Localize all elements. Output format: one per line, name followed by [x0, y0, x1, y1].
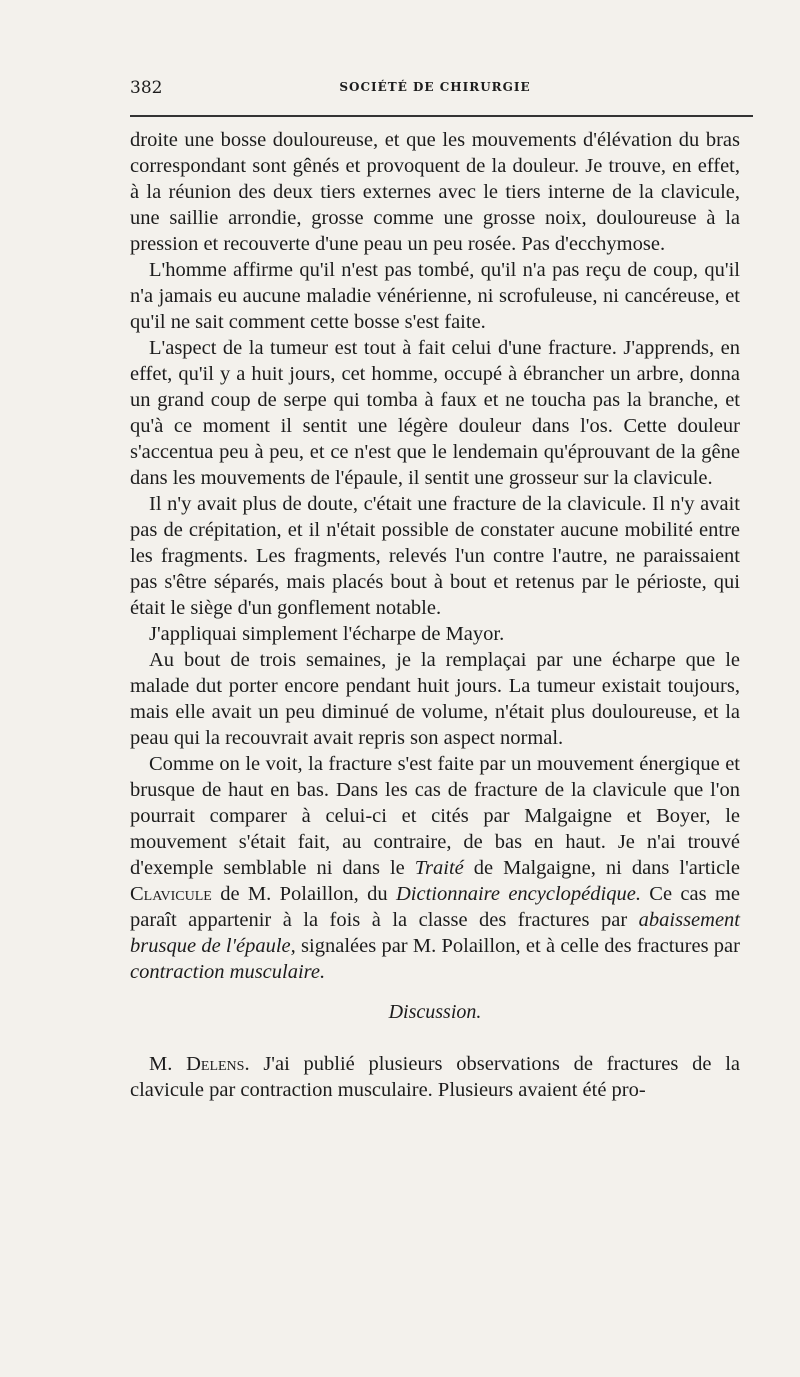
p7-dictionnaire: Dictionnaire encyclopédique.	[395, 883, 641, 905]
p7-text-a: Comme on le voit, la fracture s'est faite par un mouvement énergique et brusque de haut en bas. Dans les cas de fracture de la clavicule que l'on pourrait comparer à celui-ci et cités par Malgaigne et Boyer, le mouvement s'était fait, au contraire, de bas en haut. Je n'ai trouvé d'exemple semblable ni dans le	[130, 753, 740, 879]
paragraph-1: droite une bosse douloureuse, et que les mouvements d'élévation du bras correspondant sont gênés et provoquent de la douleur. Je trouve, en effet, à la réunion des deux tiers externes avec le tiers interne de la clavicule, une saillie arrondie, grosse comme une grosse noix, douloureuse à la pression et recouverte d'une peau un peu rosée. Pas d'ecchymose.	[130, 129, 740, 255]
paragraph-3: L'aspect de la tumeur est tout à fait celui d'une fracture. J'apprends, en effet, qu'il y a huit jours, cet homme, occupé à ébrancher un arbre, donna un grand coup de serpe qui tomba à faux et ne toucha pas la branche, et qu'à ce moment il sentit une légère douleur dans l'os. Cette douleur s'accentua peu à peu, et ce n'est que le lendemain qu'éprouvant de la gêne dans les mouvements de l'épaule, il sentit une grosseur sur la clavicule.	[130, 337, 740, 489]
paragraph-8	[130, 1051, 740, 1103]
speaker-prefix: M.	[149, 1053, 187, 1075]
p7-abaissement: abaissement brusque de l'épaule,	[130, 909, 740, 957]
paragraph-5: J'appliquai simplement l'écharpe de Mayor.	[149, 623, 505, 645]
speaker-name: Delens	[186, 1053, 245, 1075]
paragraph-4: Il n'y avait plus de doute, c'était une fracture de la clavicule. Il n'y avait pas de crépitation, et il n'était possible de constater aucune mobilité entre les fragments. Les fragments, relevés l'un contre l'autre, ne paraissaient pas s'être séparés, mais placés bout à bout et retenus par le périoste, qui était le siège d'un gonflement notable.	[130, 493, 740, 619]
paragraph-6: Au bout de trois semaines, je la remplaçai par une écharpe que le malade dut porter encore pendant huit jours. La tumeur existait toujours, mais elle avait un peu diminué de volume, n'était plus douloureuse, et la peau qui la recouvrait avait repris son aspect normal.	[130, 649, 740, 749]
paragraph-2: L'homme affirme qu'il n'est pas tombé, qu'il n'a pas reçu de coup, qu'il n'a jamais eu aucune maladie vénérienne, ni scrofuleuse, ni cancéreuse, et qu'il ne sait comment cette bosse s'est faite.	[130, 259, 740, 333]
p7-text-d: Ce cas me paraît appartenir à la fois à la classe des fractures par	[130, 883, 740, 931]
discussion-heading: Discussion.	[388, 1001, 482, 1023]
page-header	[130, 78, 740, 102]
p7-traite: Traité	[414, 857, 464, 879]
p7-clavicule: Clavicule	[130, 883, 212, 905]
running-head: SOCIÉTÉ DE CHIRURGIE	[339, 80, 531, 94]
p7-text-c: de M. Polaillon, du	[211, 883, 396, 905]
p8-text: . J'ai publié plusieurs observations de fractures de la clavicule par contraction musculaire. Plusieurs avaient été pro-	[130, 1053, 740, 1101]
p7-contraction: contraction musculaire.	[130, 961, 326, 983]
p7-text-e: signalées par M. Polaillon, et à celle des fractures par	[295, 935, 740, 957]
paragraph-7	[130, 751, 740, 985]
header-rule	[130, 115, 753, 117]
body-text	[130, 127, 740, 1103]
p7-text-b: de Malgaigne, ni dans l'article	[463, 857, 741, 879]
page-number: 382	[130, 78, 163, 98]
